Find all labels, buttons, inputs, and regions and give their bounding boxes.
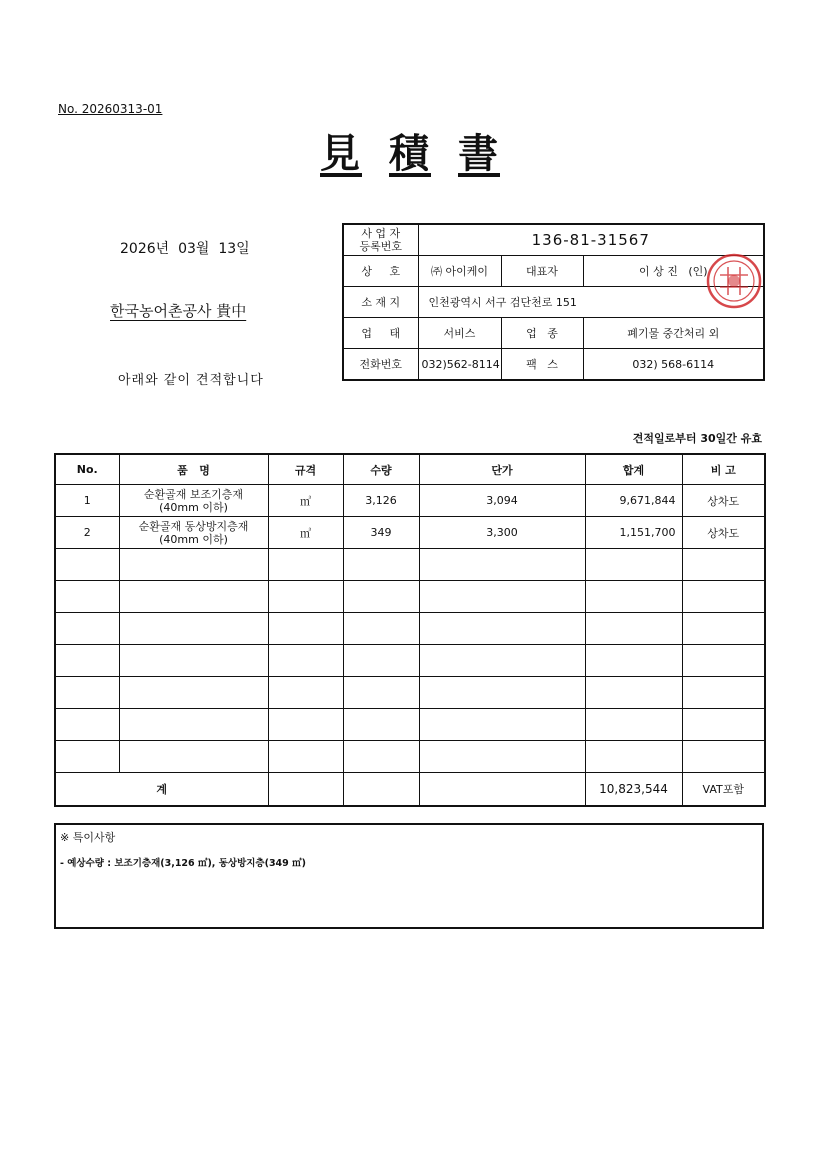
- row-item-name: 순환골재 보조기층재 (40mm 이하): [119, 485, 268, 517]
- table-row: [55, 485, 765, 517]
- empty-row: [55, 677, 765, 709]
- ceo-name: 이 상 진 (인): [583, 256, 764, 287]
- empty-row: [55, 645, 765, 677]
- total-amount: 10,823,544: [585, 773, 682, 807]
- row-qty: 349: [343, 517, 419, 549]
- company-seal-icon: [706, 253, 762, 309]
- total-label: 계: [55, 773, 268, 807]
- date-year: 2026년: [120, 241, 170, 257]
- total-note: VAT포함: [682, 773, 765, 807]
- row-amount: 1,151,700: [585, 517, 682, 549]
- empty-row: [55, 581, 765, 613]
- intro-text: 아래와 같이 견적합니다: [118, 373, 264, 388]
- row-item-name: 순환골재 동상방지층재 (40mm 이하): [119, 517, 268, 549]
- business-item: 폐기물 중간처리 외: [583, 318, 764, 349]
- title-char-3: 書: [458, 130, 500, 177]
- row-no: 2: [55, 517, 119, 549]
- date-day: 13일: [218, 241, 250, 257]
- empty-row: [55, 549, 765, 581]
- date-month: 03월: [178, 241, 210, 257]
- row-amount: 9,671,844: [585, 485, 682, 517]
- header-no: No.: [55, 454, 119, 485]
- document-number: No. 20260313-01: [58, 102, 163, 116]
- business-type-label: 업 태: [343, 318, 418, 349]
- row-price: 3,094: [419, 485, 585, 517]
- quote-date: [120, 238, 270, 258]
- ceo-label: 대표자: [501, 256, 583, 287]
- row-qty: 3,126: [343, 485, 419, 517]
- address: 인천광역시 서구 검단천로 151: [418, 287, 764, 318]
- row-note: 상차도: [682, 517, 765, 549]
- reg-label-line1: 사 업 자: [361, 227, 401, 240]
- notes-line: - 예상수량 : 보조기층재(3,126 ㎥), 동상방지층(349 ㎥): [60, 858, 306, 869]
- company-name: ㈜ 아이케이: [418, 256, 501, 287]
- empty-row: [55, 613, 765, 645]
- fax-label: 팩 스: [501, 349, 583, 381]
- reg-number-label: [343, 224, 418, 256]
- header-note: 비 고: [682, 454, 765, 485]
- phone-number: 032)562-8114: [418, 349, 501, 381]
- company-label: 상 호: [343, 256, 418, 287]
- business-type: 서비스: [418, 318, 501, 349]
- validity-notice: 견적일로부터 30일간 유효: [632, 432, 762, 445]
- empty-row: [55, 709, 765, 741]
- reg-number: 136-81-31567: [418, 224, 764, 256]
- title-char-1: 見: [320, 130, 362, 177]
- header-amount: 합계: [585, 454, 682, 485]
- supplier-info-table: [342, 223, 765, 381]
- address-label: 소 재 지: [343, 287, 418, 318]
- table-row: [55, 517, 765, 549]
- row-note: 상차도: [682, 485, 765, 517]
- special-notes-box: [54, 823, 764, 929]
- header-name: 품 명: [119, 454, 268, 485]
- phone-label: 전화번호: [343, 349, 418, 381]
- row-price: 3,300: [419, 517, 585, 549]
- row-unit: ㎥: [268, 517, 343, 549]
- row-no: 1: [55, 485, 119, 517]
- header-price: 단가: [419, 454, 585, 485]
- document-title: [320, 122, 500, 179]
- items-header-row: [55, 454, 765, 485]
- recipient: 한국농어촌공사 貴中: [110, 302, 247, 320]
- header-qty: 수량: [343, 454, 419, 485]
- notes-heading: ※ 특이사항: [60, 831, 116, 844]
- header-unit: 규격: [268, 454, 343, 485]
- items-table: [54, 453, 766, 807]
- business-item-label: 업 종: [501, 318, 583, 349]
- empty-row: [55, 741, 765, 773]
- fax-number: 032) 568-6114: [583, 349, 764, 381]
- title-char-2: 積: [389, 130, 431, 177]
- total-row: [55, 773, 765, 807]
- reg-label-line2: 등록번호: [359, 240, 402, 253]
- row-unit: ㎥: [268, 485, 343, 517]
